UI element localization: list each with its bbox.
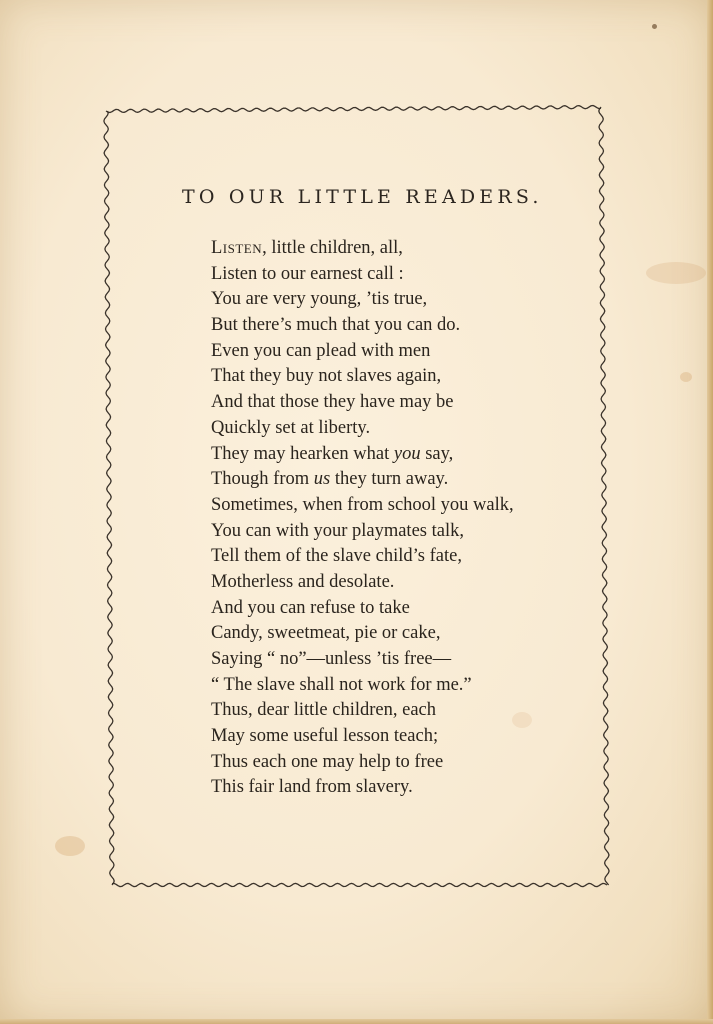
poem-text: Though from <box>211 469 314 490</box>
poem-line: Listen to our earnest call : <box>211 263 404 284</box>
poem-line <box>211 467 591 493</box>
poem-line: Candy, sweetmeat, pie or cake, <box>211 623 441 644</box>
poem-line: Thus each one may help to free <box>211 751 444 772</box>
poem-text: they turn away. <box>330 469 449 490</box>
poem-text: They may hearken what <box>211 443 394 464</box>
poem-text: say, <box>420 443 454 464</box>
poem-line: And you can refuse to take <box>211 597 410 618</box>
poem-line: Motherless and desolate. <box>211 571 395 592</box>
poem-line: Thus, dear little children, each <box>211 700 436 721</box>
poem-line: May some useful lesson teach; <box>211 726 439 747</box>
poem-line: Tell them of the slave child’s fate, <box>211 546 462 567</box>
border-edge <box>112 883 607 886</box>
poem-line: You are very young, ’tis true, <box>211 289 428 310</box>
border-edge <box>599 107 609 885</box>
poem-line: You can with your playmates talk, <box>211 520 464 541</box>
poem-line: And that those they have may be <box>211 392 454 413</box>
poem-line: But there’s much that you can do. <box>211 315 461 336</box>
poem-line: This fair land from slavery. <box>211 777 413 798</box>
poem-line: Even you can plead with men <box>211 340 431 361</box>
poem-emphasis: us <box>313 469 331 490</box>
poem-first-line-rest: , little children, all, <box>262 238 403 258</box>
poem-first-word: Listen <box>211 238 263 258</box>
poem-emphasis: you <box>393 443 421 464</box>
poem-line <box>211 236 591 262</box>
poem-line: “ The slave shall not work for me.” <box>211 674 472 695</box>
page-title: TO OUR LITTLE READERS. <box>182 186 543 208</box>
border-edge <box>106 106 601 113</box>
poem-line: Quickly set at liberty. <box>211 417 371 438</box>
poem-line: Saying “ no”—unless ’tis free— <box>211 649 452 669</box>
poem-line: That they buy not slaves again, <box>211 366 442 387</box>
poem <box>211 236 591 801</box>
poem-line: Sometimes, when from school you walk, <box>211 494 514 515</box>
border-edge <box>104 111 114 885</box>
poem-line <box>211 442 591 468</box>
